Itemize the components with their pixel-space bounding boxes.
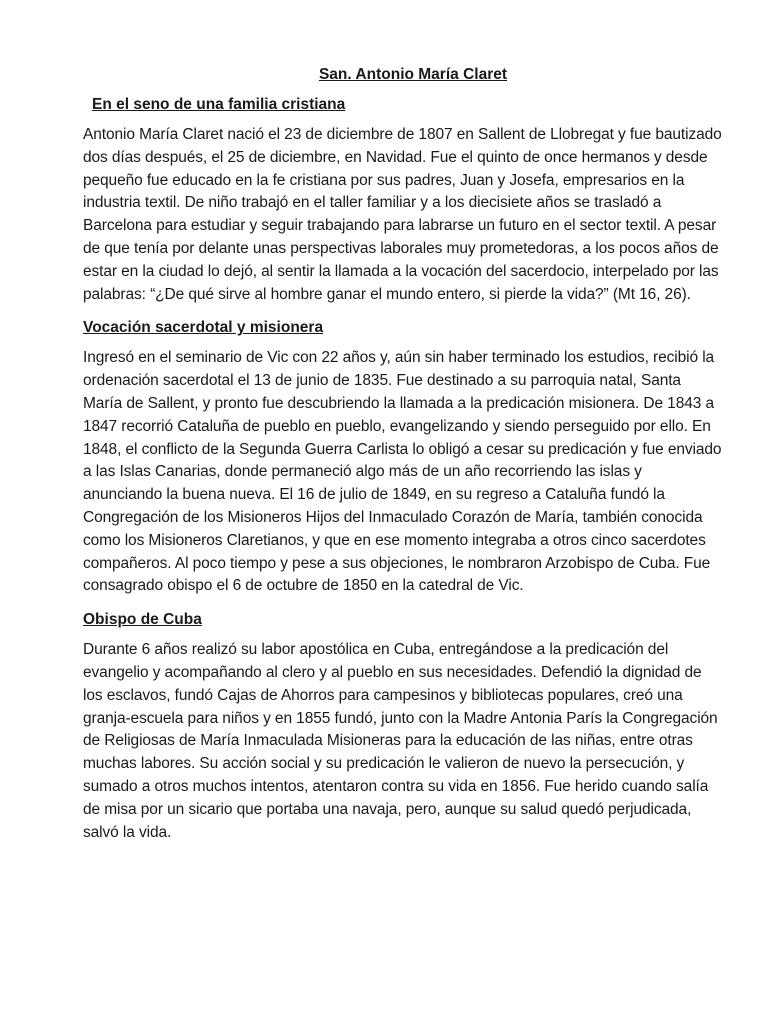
section-paragraph: Ingresó en el seminario de Vic con 22 años y, aún sin haber terminado los estudios, recibió la ordenación sacerdotal el 13 de junio de 1835. Fue destinado a su parroquia natal, Santa María de Sallent, y pronto fue descubriendo la llamada a la predicación misionera. De 1843 a 1847 recorrió Cataluña de pueblo en pueblo, evangelizando y siendo perseguido por ello. En 1848, el conflicto de la Segunda Guerra Carlista lo obligó a cesar su predicación y fue enviado a las Islas Canarias, donde permaneció algo más de un año recorriendo las islas y anunciando la buena nueva. El 16 de julio de 1849, en su regreso a Cataluña fundó la Congregación de los Misioneros Hijos del Inmaculado Corazón de María, también conocida como los Misioneros Claretianos, y que en ese momento integraba a otros cinco sacerdotes compañeros. Al poco tiempo y pese a sus objeciones, le nombraron Arzobispo de Cuba. Fue consagrado obispo el 6 de octubre de 1850 en la catedral de Vic. <box>83 349 722 595</box>
section-vocation <box>83 317 723 598</box>
section-paragraph: Antonio María Claret nació el 23 de diciembre de 1807 en Sallent de Llobregat y fue bautizado dos días después, el 25 de diciembre, en Navidad. Fue el quinto de once hermanos y desde pequeño fue educado en la fe cristiana por sus padres, Juan y Josefa, empresarios en la industria textil. De niño trabajó en el taller familiar y a los diecisiete años se trasladó a Barcelona para estudiar y seguir trabajando para labrarse un futuro en el sector textil. A pesar de que tenía por delante unas perspectivas laborales muy prometedoras, a los pocos años de estar en la ciudad lo dejó, al sentir la llamada a la vocación del sacerdocio, interpelado por las palabras: “¿De qué sirve al hombre ganar el mundo entero, si pierde la vida?” (Mt 16, 26). <box>83 126 722 303</box>
section-heading: Obispo de Cuba <box>83 611 202 629</box>
section-family <box>83 94 723 306</box>
document-title: San. Antonio María Claret <box>318 66 508 83</box>
document-page <box>83 64 723 855</box>
section-heading: Vocación sacerdotal y misionera <box>83 319 324 337</box>
section-paragraph: Durante 6 años realizó su labor apostólica en Cuba, entregándose a la predicación del evangelio y acompañando al clero y al pueblo en sus necesidades. Defendió la dignidad de los esclavos, fundó Cajas de Ahorros para campesinos y bibliotecas populares, creó una granja-escuela para niños y en 1855 fundó, junto con la Madre Antonia París la Congregación de Religiosas de María Inmaculada Misioneras para la educación de las niñas, entre otras muchas labores. Su acción social y su predicación le valieron de nuevo la persecución, y sumado a otros muchos intentos, atentaron contra su vida en 1856. Fue herido cuando salía de misa por un sicario que portaba una navaja, pero, aunque su salud quedó perjudicada, salvó la vida. <box>83 641 718 841</box>
section-heading: En el seno de una familia cristiana <box>92 96 346 113</box>
section-cuba <box>83 609 723 844</box>
